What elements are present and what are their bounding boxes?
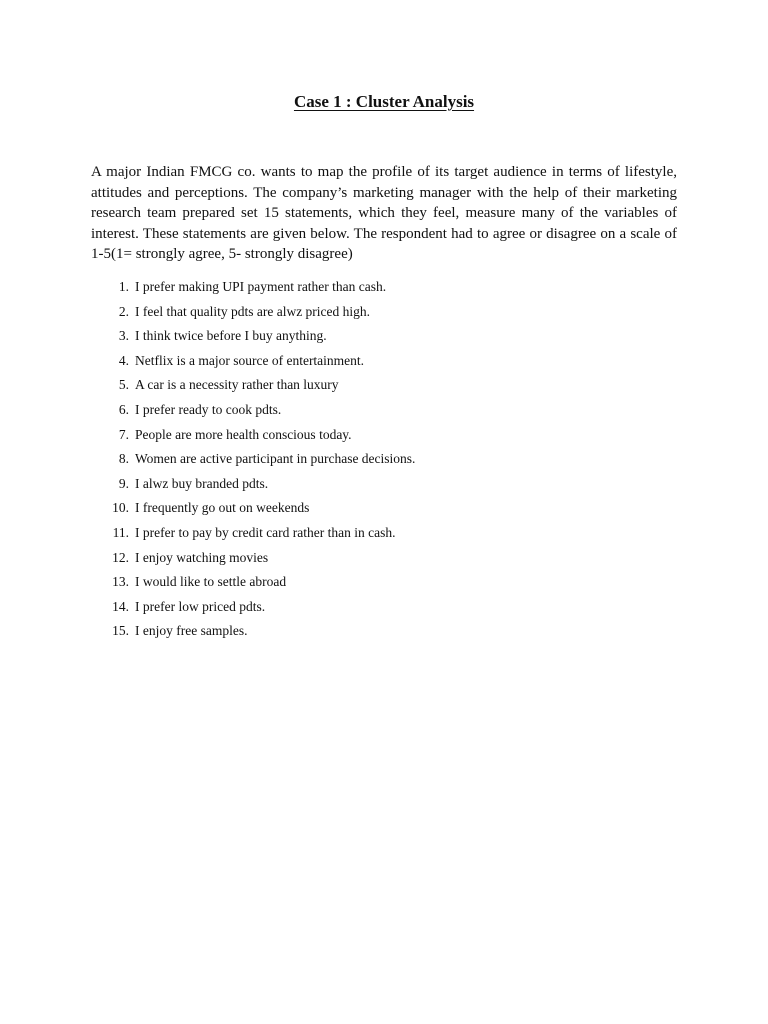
- statement-text: A car is a necessity rather than luxury: [135, 377, 339, 393]
- statement-item: [91, 350, 677, 375]
- statement-number: 3.: [118, 328, 129, 344]
- statement-number: 4.: [118, 352, 129, 368]
- statement-item: [91, 424, 677, 449]
- statement-item: [91, 473, 677, 498]
- statement-number: 10.: [112, 500, 129, 516]
- statement-text: I frequently go out on weekends: [135, 500, 310, 516]
- statement-number: 15.: [112, 623, 129, 639]
- statement-number: 5.: [118, 377, 129, 393]
- statement-number: 2.: [118, 303, 129, 319]
- statement-text: Women are active participant in purchase decisions.: [135, 451, 416, 467]
- statement-item: [91, 571, 677, 596]
- statement-item: [91, 547, 677, 572]
- statement-item: [91, 620, 677, 645]
- statement-number: 11.: [112, 524, 129, 540]
- statement-text: I think twice before I buy anything.: [135, 328, 327, 344]
- statement-text: I would like to settle abroad: [135, 574, 287, 590]
- statement-text: I prefer making UPI payment rather than cash.: [135, 279, 387, 294]
- statement-item: [91, 325, 677, 350]
- statement-text: I feel that quality pdts are alwz priced high.: [135, 303, 371, 319]
- statement-number: 6.: [118, 401, 129, 417]
- statement-number: 9.: [118, 475, 129, 491]
- statement-number: 7.: [118, 426, 129, 442]
- statement-text: I prefer low priced pdts.: [135, 598, 266, 614]
- statement-item: [91, 522, 677, 547]
- statement-item: [91, 399, 677, 424]
- statement-item: [91, 276, 677, 301]
- page-title: Case 1 : Cluster Analysis: [293, 92, 475, 111]
- statement-item: [91, 374, 677, 399]
- statement-list: [91, 276, 677, 645]
- statement-text: I enjoy watching movies: [135, 549, 269, 565]
- statement-item: [91, 301, 677, 326]
- statement-item: [91, 497, 677, 522]
- intro-paragraph: A major Indian FMCG co. wants to map the profile of its target audience in terms of lifestyle, attitudes and perceptions. The company’s marketing manager with the help of their marketing research team prepared set 15 statements, which they feel, measure many of the variables of interest. These statements are given below. The respondent had to agree or disagree on a scale of 1-5(1= strongly agree, 5- strongly disagree): [91, 164, 677, 263]
- statement-text: Netflix is a major source of entertainment.: [135, 352, 365, 368]
- statement-text: I prefer ready to cook pdts.: [135, 401, 282, 417]
- statement-number: 8.: [118, 451, 129, 467]
- statement-text: People are more health conscious today.: [135, 426, 352, 442]
- statement-number: 1.: [118, 279, 129, 294]
- statement-text: I alwz buy branded pdts.: [135, 475, 269, 491]
- statement-number: 13.: [112, 574, 129, 590]
- statement-item: [91, 448, 677, 473]
- statement-item: [91, 596, 677, 621]
- statement-number: 12.: [112, 549, 129, 565]
- statement-text: I enjoy free samples.: [135, 623, 248, 639]
- statement-text: I prefer to pay by credit card rather than in cash.: [135, 524, 396, 540]
- statement-number: 14.: [112, 598, 129, 614]
